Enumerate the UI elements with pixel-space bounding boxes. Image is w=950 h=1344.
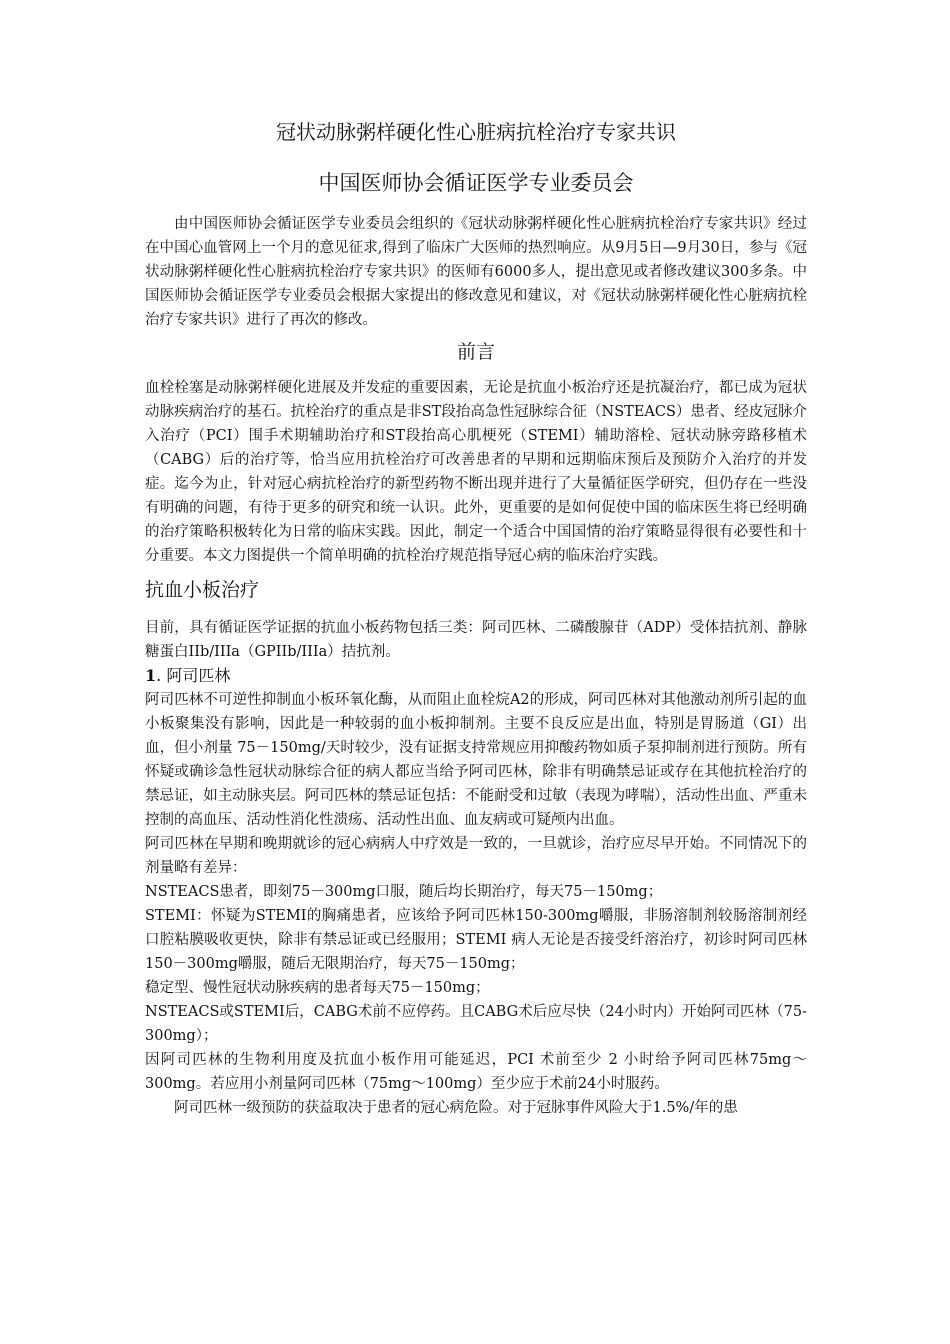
antiplatelet-intro-paragraph: 目前，具有循证医学证据的抗血小板药物包括三类：阿司匹林、二磷酸腺苷（ADP）受体拮抗剂、静脉糖蛋白IIb/IIIa（GPIIb/IIIa）拮抗剂。 (145, 620, 807, 660)
document-page (145, 118, 807, 1120)
dose-stable-paragraph: 稳定型、慢性冠状动脉疾病的患者每天75－150mg； (145, 980, 490, 996)
dose-pci-paragraph: 因阿司匹林的生物利用度及抗血小板作用可能延迟，PCI 术前至少 2 小时给予阿司匹林75mg～300mg。若应用小剂量阿司匹林（75mg～100mg）至少应于术前24小时服药。 (145, 1052, 807, 1092)
aspirin-subheading-number: 1 (145, 666, 157, 685)
document-title: 冠状动脉粥样硬化性心脏病抗栓治疗专家共识 (276, 120, 676, 144)
dose-nsteacs-paragraph: NSTEACS患者，即刻75－300mg口服，随后均长期治疗，每天75－150mg； (145, 884, 663, 900)
antiplatelet-heading: 抗血小板治疗 (145, 579, 260, 601)
preface-heading: 前言 (456, 341, 495, 363)
aspirin-paragraph-2: 阿司匹林在早期和晚期就诊的冠心病病人中疗效是一致的，一旦就诊，治疗应尽早开始。不同情况下的剂量略有差异： (145, 836, 807, 876)
aspirin-subheading-title: . 阿司匹林 (156, 666, 231, 685)
dose-stemi-paragraph: STEMI：怀疑为STEMI的胸痛患者，应该给予阿司匹林150-300mg嚼服，非肠溶制剂较肠溶制剂经口腔粘膜吸收更快，除非有禁忌证或已经服用；STEMI 病人无论是否接受纤溶治疗，初诊时阿司匹林150－300mg嚼服，随后无限期治疗，每天75－150mg； (145, 908, 807, 972)
dose-cabg-paragraph: NSTEACS或STEMI后，CABG术前不应停药。且CABG术后应尽快（24小时内）开始阿司匹林（75-300mg）； (145, 1004, 807, 1044)
intro-paragraph: 由中国医师协会循证医学专业委员会组织的《冠状动脉粥样硬化性心脏病抗栓治疗专家共识》经过在中国心血管网上一个月的意见征求,得到了临床广大医师的热烈响应。从9月5日—9月30日，参与《冠状动脉粥样硬化性心脏病抗栓治疗专家共识》的医师有6000多人，提出意见或者修改建议300多条。中国医师协会循证医学专业委员会根据大家提出的修改意见和建议，对《冠状动脉粥样硬化性心脏病抗栓治疗专家共识》进行了再次的修改。 (145, 216, 807, 328)
aspirin-subheading (145, 664, 807, 688)
document-subtitle: 中国医师协会循证医学专业委员会 (318, 171, 634, 195)
preface-paragraph: 血栓栓塞是动脉粥样硬化进展及并发症的重要因素，无论是抗血小板治疗还是抗凝治疗，都已成为冠状动脉疾病治疗的基石。抗栓治疗的重点是非ST段抬高急性冠脉综合征（NSTEACS）患者、经皮冠脉介入治疗（PCI）围手术期辅助治疗和ST段抬高心肌梗死（STEMI）辅助溶栓、冠状动脉旁路移植术（CABG）后的治疗等，恰当应用抗栓治疗可改善患者的早期和远期临床预后及预防介入治疗的并发症。迄今为止，针对冠心病抗栓治疗的新型药物不断出现并进行了大量循征医学研究，但仍存在一些没有明确的问题，有待于更多的研究和统一认识。此外，更重要的是如何促使中国的临床医生将已经明确的治疗策略积极转化为日常的临床实践。因此，制定一个适合中国国情的治疗策略显得很有必要性和十分重要。本文力图提供一个简单明确的抗栓治疗规范指导冠心病的临床治疗实践。 (145, 380, 807, 564)
primary-prevention-paragraph: 阿司匹林一级预防的获益取决于患者的冠心病危险。对于冠脉事件风险大于1.5%/年的患 (174, 1100, 738, 1116)
aspirin-paragraph-1: 阿司匹林不可逆性抑制血小板环氧化酶，从而阻止血栓烷A2的形成，阿司匹林对其他激动剂所引起的血小板聚集没有影响，因此是一种较弱的血小板抑制剂。主要不良反应是出血，特别是胃肠道（GI）出血，但小剂量 75－150mg/天时较少，没有证据支持常规应用抑酸药物如质子泵抑制剂进行预防。所有怀疑或确诊急性冠状动脉综合征的病人都应当给予阿司匹林，除非有明确禁忌证或存在其他抗栓治疗的禁忌证，如主动脉夹层。阿司匹林的禁忌证包括：不能耐受和过敏（表现为哮喘），活动性出血、严重未控制的高血压、活动性消化性溃疡、活动性出血、血友病或可疑颅内出血。 (145, 692, 807, 828)
